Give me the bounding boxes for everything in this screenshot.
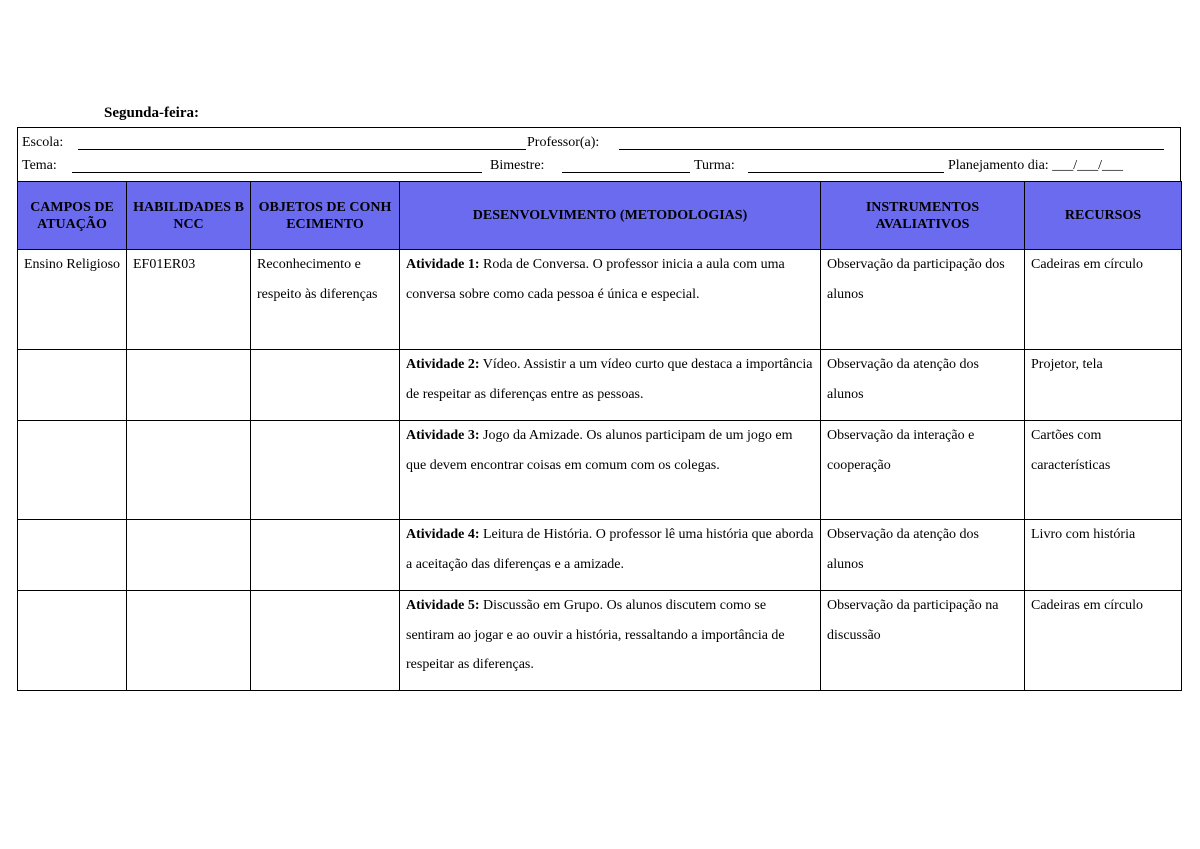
table-row [18,591,1182,691]
header-box [17,127,1181,182]
col-objetos: OBJETOS DE CONHECIMENTO [251,182,400,250]
atividade-label: Atividade 2: [406,357,480,372]
atividade-text: Discussão em Grupo. Os alunos discutem como se sentiram ao jogar e ao ouvir a história, ressaltando a importância de respeitar as diferenças. [406,598,785,672]
recurso-cell: Cadeiras em círculo [1025,591,1182,691]
campo-cell [18,421,127,520]
atividade-label: Atividade 4: [406,527,480,542]
atividade-cell [400,520,821,591]
col-recursos: RECURSOS [1025,182,1182,250]
habilidade-cell [127,350,251,421]
instrumento-cell: Observação da participação na discussão [821,591,1025,691]
instrumento-cell: Observação da atenção dos alunos [821,520,1025,591]
tema-field[interactable] [72,156,482,173]
atividade-text: Leitura de História. O professor lê uma história que aborda a aceitação das diferenças e a amizade. [406,527,814,572]
col-campos: CAMPOS DE ATUAÇÃO [18,182,127,250]
recurso-cell: Projetor, tela [1025,350,1182,421]
header-line-1 [22,133,1176,153]
table-row [18,250,1182,350]
table-row [18,520,1182,591]
atividade-cell [400,421,821,520]
objeto-cell [251,350,400,421]
habilidade-cell [127,421,251,520]
objeto-cell [251,421,400,520]
recurso-cell: Livro com história [1025,520,1182,591]
habilidade-cell [127,591,251,691]
instrumento-cell: Observação da interação e cooperação [821,421,1025,520]
atividade-cell [400,591,821,691]
col-instrumentos: INSTRUMENTOS AVALIATIVOS [821,182,1025,250]
bimestre-field[interactable] [562,156,690,173]
instrumento-cell: Observação da participação dos alunos [821,250,1025,350]
atividade-text: Roda de Conversa. O professor inicia a aula com uma conversa sobre como cada pessoa é única e especial. [406,257,785,302]
table-row [18,350,1182,421]
turma-label: Turma: [694,158,735,173]
campo-cell: Ensino Religioso [18,250,127,350]
turma-field[interactable] [748,156,944,173]
escola-label: Escola: [22,135,64,150]
planejamento-label: Planejamento dia: ___/___/___ [948,158,1123,173]
atividade-label: Atividade 3: [406,428,480,443]
atividade-label: Atividade 5: [406,598,480,613]
escola-field[interactable] [78,133,526,150]
objeto-cell [251,520,400,591]
atividade-cell [400,350,821,421]
atividade-text: Jogo da Amizade. Os alunos participam de um jogo em que devem encontrar coisas em comum com os colegas. [406,428,793,473]
instrumento-cell: Observação da atenção dos alunos [821,350,1025,421]
col-habilidades: HABILIDADES BNCC [127,182,251,250]
col-desenvolvimento: DESENVOLVIMENTO (METODOLOGIAS) [400,182,821,250]
campo-cell [18,591,127,691]
objeto-cell: Reconhecimento e respeito às diferenças [251,250,400,350]
recurso-cell: Cartões com características [1025,421,1182,520]
bimestre-label: Bimestre: [490,158,545,173]
habilidade-cell: EF01ER03 [127,250,251,350]
habilidade-cell [127,520,251,591]
campo-cell [18,350,127,421]
objeto-cell [251,591,400,691]
tema-label: Tema: [22,158,57,173]
header-line-2 [22,156,1176,176]
professor-label: Professor(a): [527,135,600,150]
table-row [18,421,1182,520]
atividade-label: Atividade 1: [406,257,480,272]
planning-table [17,181,1182,691]
professor-field[interactable] [619,133,1164,150]
atividade-text: Vídeo. Assistir a um vídeo curto que destaca a importância de respeitar as diferenças entre as pessoas. [406,357,813,402]
atividade-cell [400,250,821,350]
campo-cell [18,520,127,591]
day-title: Segunda-feira: [104,105,199,121]
table-header-row [18,182,1182,250]
recurso-cell: Cadeiras em círculo [1025,250,1182,350]
